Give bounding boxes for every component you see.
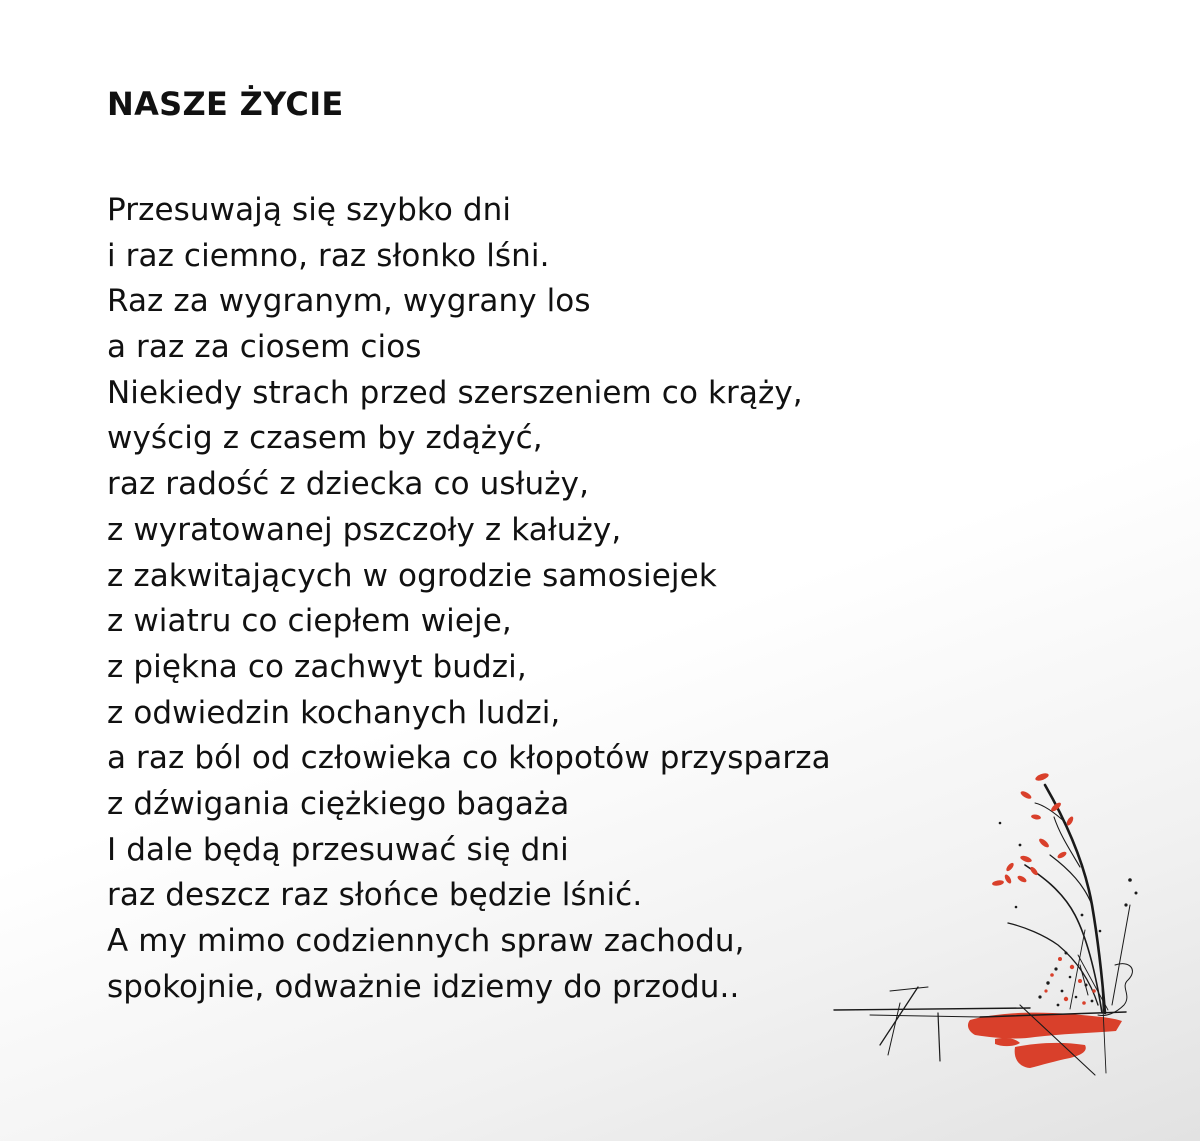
poem-line: Przesuwają się szybko dni bbox=[107, 192, 512, 228]
poem-line: raz deszcz raz słońce będzie lśnić. bbox=[107, 877, 643, 914]
poem-line: z zakwitających w ogrodzie samosiejek bbox=[107, 557, 717, 594]
poem-line: i raz ciemno, raz słonko lśni. bbox=[107, 237, 550, 274]
red-leaves bbox=[992, 772, 1075, 887]
poem-title: NASZE ŻYCIE bbox=[107, 85, 344, 123]
poem-line: a raz ból od człowieka co kłopotów przysparza bbox=[107, 740, 831, 777]
poem-line: A my mimo codziennych spraw zachodu, bbox=[107, 923, 745, 959]
poem-line: I dale będą przesuwać się dni bbox=[107, 831, 569, 868]
poem-line: spokojnie, odważnie idziemy do przodu.. bbox=[107, 968, 740, 1005]
poem-line: wyścig z czasem by zdążyć, bbox=[107, 420, 543, 457]
poem-line: z wyratowanej pszczoły z kałuży, bbox=[107, 511, 622, 548]
poem-line: z wiatru co ciepłem wieje, bbox=[107, 603, 512, 640]
poem-line: raz radość z dziecka co usłuży, bbox=[107, 466, 590, 503]
poem-line: z piękna co zachwyt budzi, bbox=[107, 648, 527, 685]
ink-tree-illustration bbox=[830, 755, 1160, 1085]
poem-line: z odwiedzin kochanych ludzi, bbox=[107, 694, 561, 731]
red-paint-splash bbox=[968, 1013, 1122, 1068]
poem-line: a raz za ciosem cios bbox=[107, 329, 422, 366]
poem-line: Niekiedy strach przed szerszeniem co krąży, bbox=[107, 374, 803, 411]
poem-line: Raz za wygranym, wygrany los bbox=[107, 283, 591, 320]
poem-body bbox=[107, 188, 831, 1010]
poem-line: z dźwigania ciężkiego bagaża bbox=[107, 785, 570, 822]
